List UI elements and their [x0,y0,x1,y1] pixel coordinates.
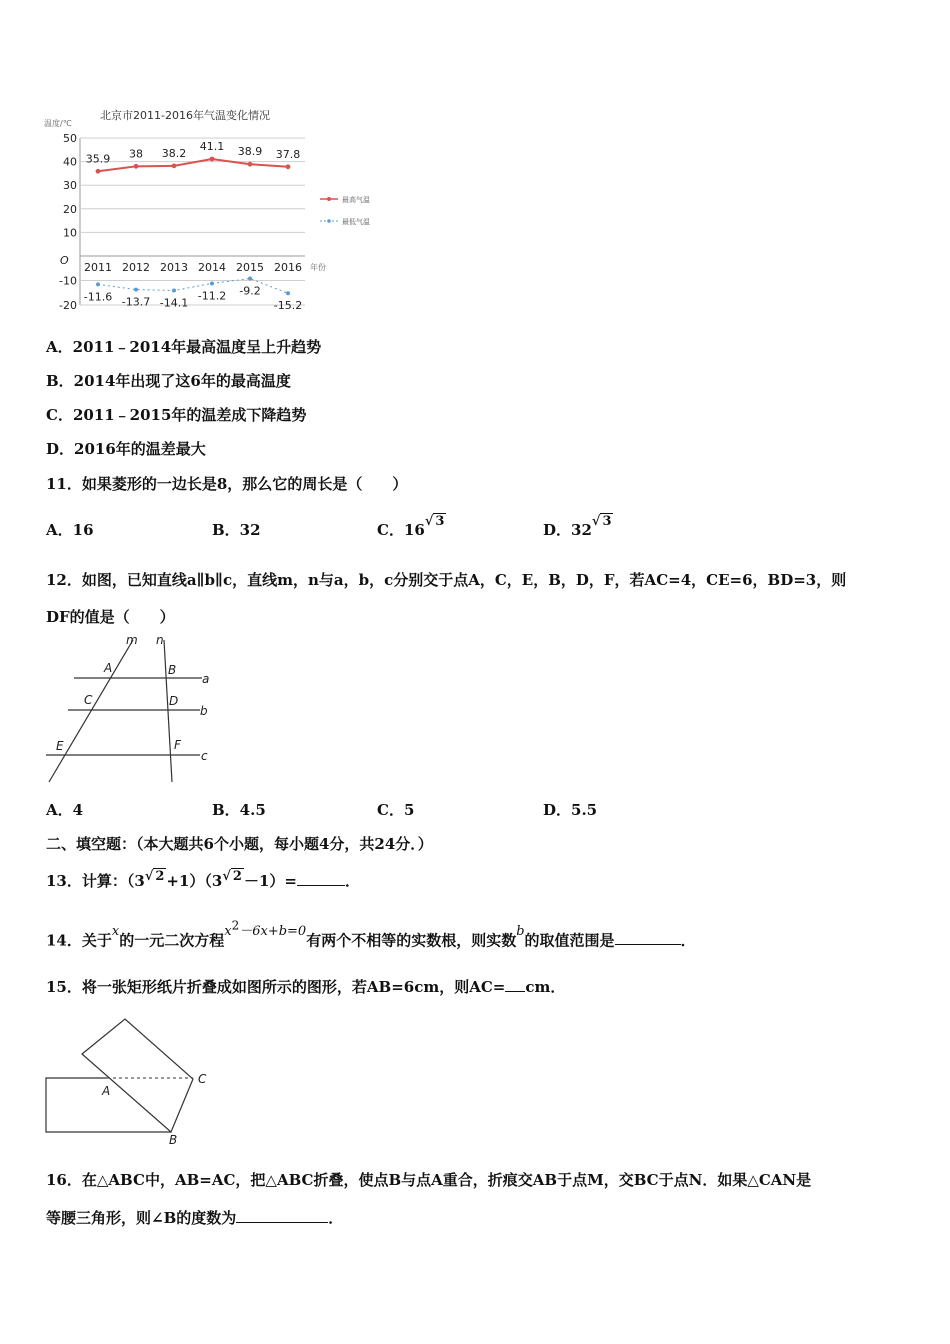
q10-option-a: A．2011﹣2014年最高温度呈上升趋势 [46,338,322,356]
y-tick-label-6: -20 [59,299,77,312]
legend-low-label: 最低气温 [342,218,370,226]
series-line-0 [98,159,288,171]
series-1-label-5: -15.2 [273,299,303,313]
label-m: m [126,633,138,647]
q12-option-a: A．4 [46,801,84,819]
series-0-point-5 [286,164,291,169]
q15-answer-blank[interactable] [505,977,525,992]
label-B: B [168,663,177,677]
series-1-label-2: -14.1 [159,296,189,310]
q10-option-c: C．2011﹣2015年的温差成下降趋势 [46,406,307,424]
series-1-label-3: -11.2 [197,289,227,303]
y-tick-label-5: -10 [59,274,77,288]
series-1-point-5 [286,291,290,295]
q13-answer-blank[interactable] [297,871,345,886]
y-tick-label-2: 30 [63,179,77,193]
label-C: C [84,693,93,707]
q11-option-a: A．16 [46,521,94,539]
series-0-label-1: 38 [129,147,143,161]
legend-low-marker [327,219,331,223]
q15-stem: 15．将一张矩形纸片折叠成如图所示的图形，若AB=6cm，则AC= cm． [46,978,566,996]
x-tick-label-3: 2014 [198,261,226,274]
chart-title: 北京市2011-2016年气温变化情况 [100,109,270,122]
q14-stem: 14．关于x的一元二次方程x2－6x+b=0有两个不相等的实数根，则实数b的取值范围是 ． [46,919,696,950]
series-1-label-0: -11.6 [83,290,113,304]
q11-option-c: C．16√ 3 [377,519,446,540]
series-1-label-4: -9.2 [239,284,261,298]
series-0-point-0 [96,169,101,174]
q10-option-b: B．2014年出现了这6年的最高温度 [46,372,291,390]
label-n: n [156,633,164,647]
q14-equation: x2－6x+b=0 [224,919,307,940]
q12-stem-line1: 12．如图，已知直线a∥b∥c，直线m，n与a，b，c分别交于点A，C，E，B，D，F，若AC=4，CE=6，BD=3，则 [46,571,847,589]
q14-answer-blank[interactable] [615,930,681,945]
q10-option-d: D．2016年的温差最大 [46,440,206,458]
folded-flap [82,1019,193,1132]
folded-paper-figure [40,1012,230,1152]
series-1-point-3 [210,281,214,285]
x-tick-label-0: 2011 [84,261,112,274]
line-n [164,640,172,782]
series-0-label-2: 38.2 [161,146,187,160]
y-tick-label-1: 40 [63,155,77,169]
y-tick-label-4: 10 [63,226,77,240]
legend-high-marker [327,197,331,201]
q13-sqrt-1: √ 2 [144,869,165,884]
x-axis-label: 年份 [310,263,326,272]
label-A: A [104,661,113,675]
y-tick-labels [59,132,77,312]
q16-stem-line1: 16．在△ABC中，AB=AC，把△ABC折叠，使点B与点A重合，折痕交AB于点M，交BC于点N．如果△CAN是 [46,1171,812,1189]
q13-sqrt-2: √ 2 [222,869,242,884]
series-0-point-1 [134,164,139,169]
q11-c-sqrt: √ 3 [424,514,445,529]
q12-stem-line2: DF的值是（ ） [46,608,175,626]
y-axis-label: 温度/℃ [44,119,72,128]
q11-stem: 11．如果菱形的一边长是8，那么它的周长是（ ） [46,475,408,493]
chart-legend [320,195,370,226]
temperature-line-chart [40,100,400,315]
q11-option-d: D．32√ 3 [543,519,613,540]
zero-label: O [60,254,69,267]
series-1-point-1 [134,288,138,292]
parallel-lines-figure [40,630,230,790]
series-1-point-2 [172,289,176,293]
label-c: c [201,749,208,763]
series-1-label-1: -13.7 [121,295,151,309]
label-E: E [56,739,64,753]
section-fill-blank-heading: 二、填空题：（本大题共6个小题，每小题4分，共24分．） [46,835,433,853]
x-tick-label-1: 2012 [122,261,150,274]
series-1-point-4 [248,277,252,281]
label-C: C [198,1072,207,1086]
label-b: b [200,704,208,718]
series-0-label-5: 37.8 [275,147,301,161]
legend-high-label: 最高气温 [342,196,370,204]
label-F: F [174,738,181,752]
q13-stem: 13．计算：（3√ 2 +1）（3√ 2 －1）= ． [46,870,360,891]
label-a: a [202,672,210,686]
q16-answer-blank[interactable] [236,1208,328,1223]
x-tick-label-5: 2016 [274,261,302,274]
series-0-point-4 [248,162,253,167]
label-A: A [102,1084,111,1098]
q11-option-b: B．32 [212,521,261,539]
q12-option-b: B．4.5 [212,801,266,819]
x-tick-labels [84,261,302,274]
series-0-point-3 [210,157,215,162]
label-D: D [169,694,179,708]
series-0-label-0: 35.9 [85,152,111,166]
y-tick-label-0: 50 [63,132,77,145]
series-1-point-0 [96,282,100,286]
q12-option-c: C．5 [377,801,415,819]
q11-d-sqrt: √ 3 [591,514,612,529]
label-B: B [169,1133,178,1147]
q12-option-d: D．5.5 [543,801,598,819]
q16-stem-line2: 等腰三角形，则∠B的度数为 ． [46,1209,344,1227]
x-tick-label-2: 2013 [160,261,188,274]
series-0-point-2 [172,163,177,168]
y-tick-label-3: 20 [63,202,77,216]
x-tick-label-4: 2015 [236,261,264,274]
series-0-label-4: 38.9 [237,145,263,159]
line-m [49,640,133,782]
series-0-label-3: 41.1 [199,140,225,154]
chart-series [84,140,302,312]
